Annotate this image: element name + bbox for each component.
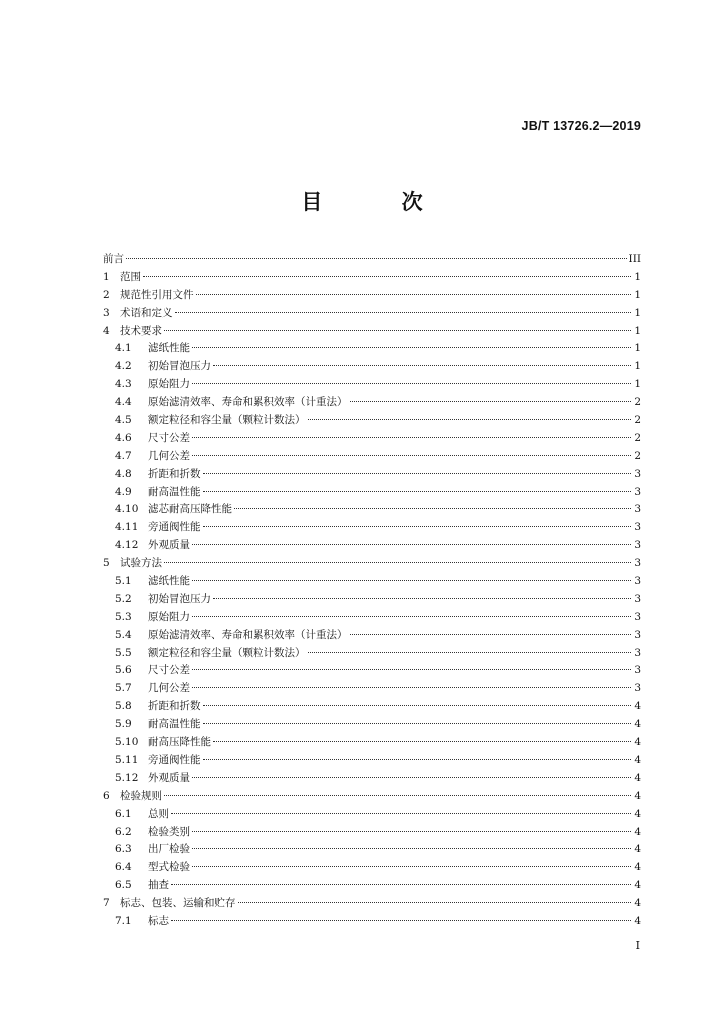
toc-entry-page: 3	[634, 575, 641, 588]
page-number: I	[635, 939, 640, 952]
toc-entry-page: 4	[634, 825, 641, 838]
toc-entry-label: 旁通阀性能	[148, 521, 201, 534]
toc-entry[interactable]	[103, 859, 641, 877]
toc-entry-page: 4	[634, 736, 641, 749]
toc-entry-label: 标志、包装、运输和贮存	[120, 897, 236, 910]
toc-dot-leader	[192, 866, 631, 867]
toc-entry-page: 3	[634, 557, 641, 570]
toc-entry[interactable]	[103, 698, 641, 716]
toc-dot-leader	[164, 562, 631, 563]
toc-entry-page: 4	[634, 879, 641, 892]
toc-entry[interactable]	[103, 376, 641, 394]
toc-entry[interactable]	[103, 716, 641, 734]
toc-dot-leader	[192, 831, 631, 832]
toc-entry[interactable]	[103, 358, 641, 376]
toc-entry[interactable]	[103, 501, 641, 519]
toc-entry-label: 技术要求	[120, 324, 162, 337]
toc-entry-label: 耐高温性能	[148, 718, 201, 731]
toc-entry[interactable]	[103, 251, 641, 269]
toc-dot-leader	[238, 902, 632, 903]
toc-entry-number: 2	[103, 288, 110, 301]
toc-entry[interactable]	[103, 662, 641, 680]
toc-dot-leader	[213, 598, 631, 599]
toc-entry-page: 3	[634, 521, 641, 534]
toc-entry-label: 原始阻力	[148, 378, 190, 391]
toc-entry[interactable]	[103, 412, 641, 430]
toc-entry[interactable]	[103, 448, 641, 466]
toc-entry-number: 5.4	[115, 628, 132, 641]
toc-dot-leader	[213, 365, 631, 366]
toc-entry[interactable]	[103, 287, 641, 305]
toc-entry-label: 检验类别	[148, 825, 190, 838]
toc-entry[interactable]	[103, 609, 641, 627]
toc-entry[interactable]	[103, 555, 641, 573]
toc-entry-number: 1	[103, 270, 110, 283]
toc-entry-page: 3	[634, 592, 641, 605]
toc-entry[interactable]	[103, 806, 641, 824]
toc-entry-label: 折距和折数	[148, 467, 201, 480]
toc-dot-leader	[203, 473, 632, 474]
table-of-contents	[103, 251, 641, 931]
toc-dot-leader	[203, 759, 632, 760]
toc-entry-number: 4.2	[115, 360, 132, 373]
toc-entry[interactable]	[103, 770, 641, 788]
toc-dot-leader	[192, 580, 631, 581]
toc-entry-page: 2	[634, 431, 641, 444]
toc-entry[interactable]	[103, 752, 641, 770]
toc-entry[interactable]	[103, 394, 641, 412]
toc-entry-number: 4.8	[115, 467, 132, 480]
toc-dot-leader	[143, 276, 631, 277]
toc-entry-page: 1	[634, 342, 641, 355]
toc-entry[interactable]	[103, 340, 641, 358]
toc-dot-leader	[192, 544, 631, 545]
toc-entry-page: 2	[634, 396, 641, 409]
toc-entry-number: 7.1	[115, 914, 132, 927]
toc-entry-page: 4	[634, 807, 641, 820]
toc-entry-page: 4	[634, 897, 641, 910]
toc-entry-number: 4.10	[115, 503, 139, 516]
toc-entry-page: 1	[634, 360, 641, 373]
toc-entry-label: 范围	[120, 270, 141, 283]
toc-entry-label: 术语和定义	[120, 306, 173, 319]
toc-entry-label: 尺寸公差	[148, 664, 190, 677]
toc-entry[interactable]	[103, 466, 641, 484]
toc-entry-number: 5.2	[115, 592, 132, 605]
toc-dot-leader	[203, 491, 632, 492]
toc-dot-leader	[308, 419, 632, 420]
toc-entry-label: 前言	[103, 253, 124, 265]
toc-entry-label: 折距和折数	[148, 700, 201, 713]
toc-entry-page: 3	[634, 503, 641, 516]
toc-entry-label: 旁通阀性能	[148, 753, 201, 766]
toc-entry-label: 出厂检验	[148, 843, 190, 856]
toc-entry-label: 滤纸性能	[148, 342, 190, 355]
toc-entry-number: 6	[103, 789, 110, 802]
toc-dot-leader	[192, 669, 631, 670]
toc-dot-leader	[192, 848, 631, 849]
toc-entry-number: 5.11	[115, 753, 139, 766]
toc-entry-page: 4	[634, 771, 641, 784]
toc-dot-leader	[175, 312, 632, 313]
toc-entry-page: 2	[634, 414, 641, 427]
toc-dot-leader	[350, 634, 632, 635]
toc-entry-label: 滤芯耐高压降性能	[148, 503, 232, 516]
toc-entry-number: 5.12	[115, 771, 139, 784]
toc-entry-page: 4	[634, 914, 641, 927]
toc-entry[interactable]	[103, 788, 641, 806]
toc-entry[interactable]	[103, 645, 641, 663]
toc-entry-number: 6.1	[115, 807, 132, 820]
toc-entry-number: 4.9	[115, 485, 132, 498]
toc-dot-leader	[203, 705, 632, 706]
toc-entry-number: 4.11	[115, 521, 139, 534]
toc-entry[interactable]	[103, 895, 641, 913]
toc-entry-page: 4	[634, 843, 641, 856]
toc-entry-label: 原始滤清效率、寿命和累积效率（计重法）	[148, 628, 348, 641]
toc-entry[interactable]	[103, 627, 641, 645]
toc-entry-number: 3	[103, 306, 110, 319]
toc-entry-page: 4	[634, 753, 641, 766]
toc-entry-label: 外观质量	[148, 771, 190, 784]
toc-dot-leader	[126, 258, 627, 259]
toc-entry[interactable]	[103, 591, 641, 609]
toc-entry-page: 1	[634, 306, 641, 319]
toc-entry-page: III	[628, 253, 641, 265]
toc-entry[interactable]	[103, 430, 641, 448]
toc-dot-leader	[350, 401, 632, 402]
toc-entry-label: 额定粒径和容尘量（颗粒计数法）	[148, 646, 306, 659]
toc-dot-leader	[171, 884, 631, 885]
toc-entry-label: 外观质量	[148, 539, 190, 552]
toc-entry-number: 7	[103, 897, 110, 910]
toc-entry[interactable]	[103, 824, 641, 842]
toc-entry-page: 4	[634, 789, 641, 802]
toc-entry-page: 3	[634, 664, 641, 677]
toc-entry-label: 初始冒泡压力	[148, 592, 211, 605]
toc-entry[interactable]	[103, 680, 641, 698]
toc-entry[interactable]	[103, 877, 641, 895]
toc-entry-page: 3	[634, 682, 641, 695]
toc-dot-leader	[171, 813, 631, 814]
toc-entry-label: 抽查	[148, 879, 169, 892]
toc-dot-leader	[192, 616, 631, 617]
toc-entry-number: 6.3	[115, 843, 132, 856]
toc-entry-label: 几何公差	[148, 449, 190, 462]
toc-entry[interactable]	[103, 484, 641, 502]
toc-entry-label: 尺寸公差	[148, 431, 190, 444]
toc-entry-page: 1	[634, 288, 641, 301]
toc-entry-label: 检验规则	[120, 789, 162, 802]
toc-dot-leader	[192, 383, 631, 384]
toc-dot-leader	[164, 330, 631, 331]
toc-entry-number: 4	[103, 324, 110, 337]
toc-entry[interactable]	[103, 269, 641, 287]
toc-entry[interactable]	[103, 323, 641, 341]
toc-entry-page: 4	[634, 718, 641, 731]
toc-entry[interactable]	[103, 537, 641, 555]
toc-entry-label: 额定粒径和容尘量（颗粒计数法）	[148, 414, 306, 427]
toc-entry-label: 型式检验	[148, 861, 190, 874]
toc-entry-label: 总则	[148, 807, 169, 820]
toc-entry-number: 4.5	[115, 414, 132, 427]
toc-dot-leader	[213, 741, 631, 742]
toc-dot-leader	[192, 687, 631, 688]
toc-entry-page: 3	[634, 539, 641, 552]
toc-entry-number: 5.5	[115, 646, 132, 659]
toc-dot-leader	[234, 508, 631, 509]
toc-entry-label: 原始滤清效率、寿命和累积效率（计重法）	[148, 396, 348, 409]
toc-entry-page: 3	[634, 646, 641, 659]
toc-entry-page: 3	[634, 467, 641, 480]
toc-entry[interactable]	[103, 841, 641, 859]
toc-entry-page: 2	[634, 449, 641, 462]
toc-entry-number: 5	[103, 557, 110, 570]
toc-entry-label: 试验方法	[120, 557, 162, 570]
toc-entry-page: 3	[634, 628, 641, 641]
standard-number: JB/T 13726.2—2019	[521, 119, 641, 133]
toc-entry[interactable]	[103, 305, 641, 323]
toc-entry-number: 5.6	[115, 664, 132, 677]
toc-entry-page: 4	[634, 700, 641, 713]
toc-entry-number: 4.4	[115, 396, 132, 409]
toc-entry[interactable]	[103, 734, 641, 752]
toc-entry-number: 5.7	[115, 682, 132, 695]
toc-entry-number: 5.9	[115, 718, 132, 731]
toc-entry-page: 4	[634, 861, 641, 874]
toc-dot-leader	[308, 652, 632, 653]
toc-entry-number: 5.3	[115, 610, 132, 623]
toc-entry-page: 1	[634, 270, 641, 283]
toc-entry-number: 5.1	[115, 575, 132, 588]
toc-entry[interactable]	[103, 519, 641, 537]
toc-entry-number: 4.12	[115, 539, 139, 552]
toc-entry-label: 滤纸性能	[148, 575, 190, 588]
toc-entry-label: 标志	[148, 914, 169, 927]
toc-entry-label: 初始冒泡压力	[148, 360, 211, 373]
toc-dot-leader	[192, 347, 631, 348]
toc-dot-leader	[192, 455, 631, 456]
toc-entry-number: 4.1	[115, 342, 132, 355]
toc-entry-label: 耐高温性能	[148, 485, 201, 498]
toc-entry[interactable]	[103, 913, 641, 931]
toc-entry-page: 1	[634, 378, 641, 391]
toc-dot-leader	[171, 920, 631, 921]
toc-entry-label: 原始阻力	[148, 610, 190, 623]
toc-entry[interactable]	[103, 573, 641, 591]
toc-entry-page: 1	[634, 324, 641, 337]
toc-entry-number: 5.8	[115, 700, 132, 713]
toc-dot-leader	[192, 437, 631, 438]
toc-dot-leader	[192, 777, 631, 778]
toc-entry-label: 耐高压降性能	[148, 736, 211, 749]
toc-dot-leader	[164, 795, 631, 796]
toc-entry-number: 4.3	[115, 378, 132, 391]
toc-entry-number: 6.5	[115, 879, 132, 892]
toc-entry-number: 4.7	[115, 449, 132, 462]
toc-dot-leader	[203, 723, 632, 724]
toc-entry-label: 几何公差	[148, 682, 190, 695]
toc-entry-number: 6.2	[115, 825, 132, 838]
toc-entry-page: 3	[634, 610, 641, 623]
toc-entry-page: 3	[634, 485, 641, 498]
toc-entry-number: 5.10	[115, 736, 139, 749]
toc-entry-number: 4.6	[115, 431, 132, 444]
toc-dot-leader	[196, 294, 632, 295]
toc-entry-number: 6.4	[115, 861, 132, 874]
toc-dot-leader	[203, 526, 632, 527]
toc-entry-label: 规范性引用文件	[120, 288, 194, 301]
page-title: 目 次	[301, 190, 459, 214]
